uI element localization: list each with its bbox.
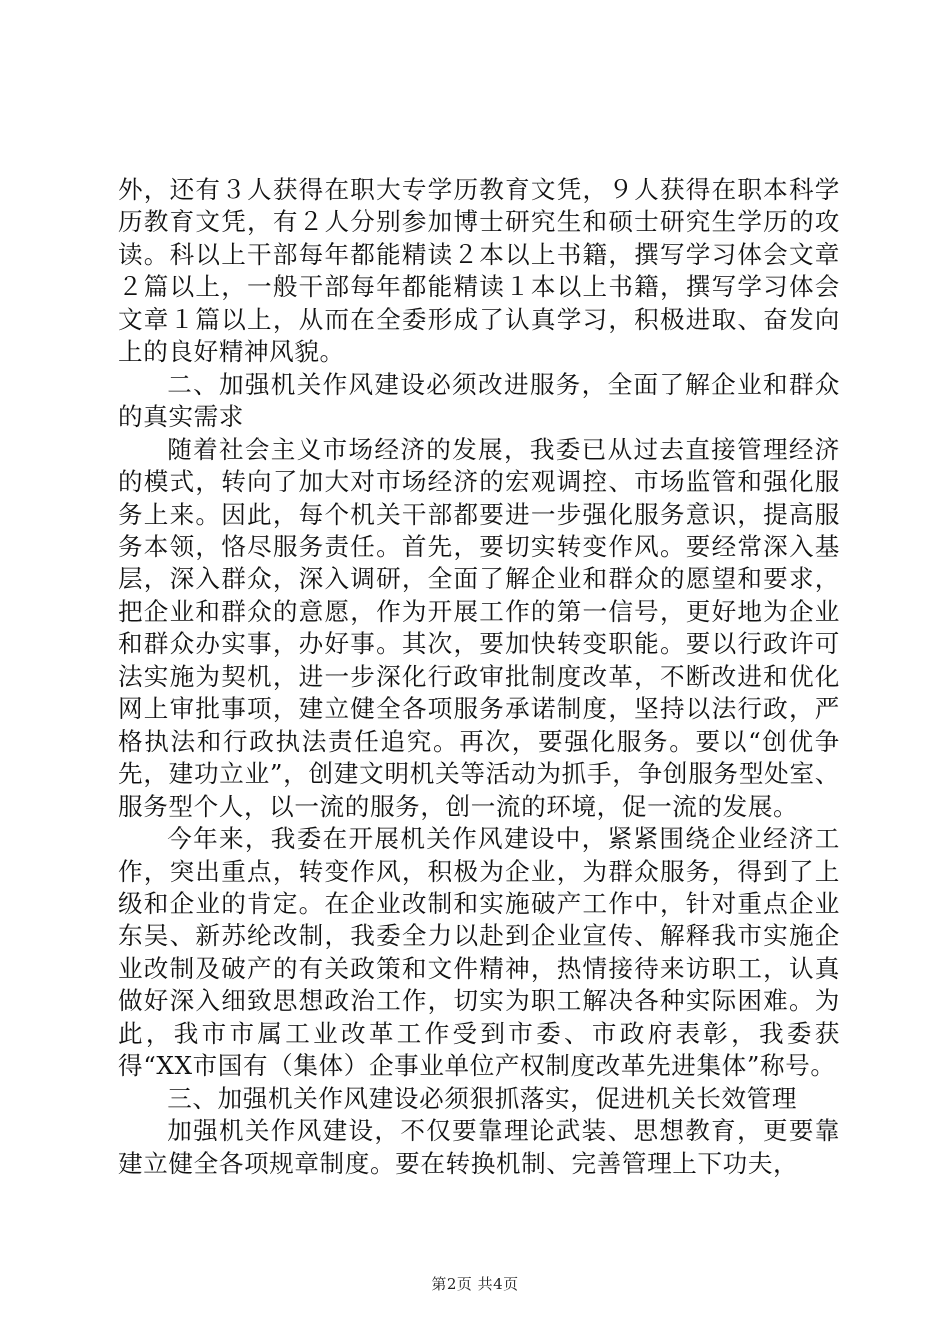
paragraph-service: 随着社会主义市场经济的发展，我委已从过去直接管理经济的模式，转向了加大对市场经济的宏观调控、市场监管和强化服务上来。因此，每个机关干部都要进一步强化服务意识，提高服务本领，恪尽服务责任。首先，要切实转变作风。要经常深入基层，深入群众，深入调研，全面了解企业和群众的愿望和要求，把企业和群众的意愿，作为开展工作的第一信号，更好地为企业和群众办实事，办好事。其次，要加快转变职能。要以行政许可法实施为契机，进一步深化行政审批制度改革，不断改进和优化网上审批事项，建立健全各项服务承诺制度，坚持以法行政，严格执法和行政执法责任追究。再次，要强化服务。要以“创优争先，建功立业”，创建文明机关等活动为抓手，争创服务型处室、服务型个人，以一流的服务，创一流的环境，促一流的发展。 — [118, 434, 840, 821]
section-heading-3: 三、加强机关作风建设必须狠抓落实，促进机关长效管理 — [167, 1083, 798, 1113]
paragraph-regulations: 加强机关作风建设，不仅要靠理论武装、思想教育，更要靠建立健全各项规章制度。要在转换机制、完善管理上下功夫， — [118, 1116, 840, 1178]
document-body — [118, 174, 840, 1180]
page-number-footer: 第2页 共4页 — [431, 1275, 519, 1293]
paragraph-continuation: 外，还有３人获得在职大专学历教育文凭，９人获得在职本科学历教育文凭，有２人分别参加博士研究生和硕士研究生学历的攻读。科以上干部每年都能精读２本以上书籍，撰写学习体会文章２篇以上，一般干部每年都能精读１本以上书籍，撰写学习体会文章１篇以上，从而在全委形成了认真学习，积极进取、奋发向上的良好精神风貌。 — [118, 175, 840, 367]
paragraph-achievements: 今年来，我委在开展机关作风建设中，紧紧围绕企业经济工作，突出重点，转变作风，积极为企业，为群众服务，得到了上级和企业的肯定。在企业改制和实施破产工作中，针对重点企业东吴、新苏纶改制，我委全力以赴到企业宣传、解释我市实施企业改制及破产的有关政策和文件精神，热情接待来访职工，认真做好深入细致思想政治工作，切实为职工解决各种实际困难。为此，我市市属工业改革工作受到市委、市政府表彰，我委获得“XX市国有（集体）企事业单位产权制度改革先进集体”称号。 — [118, 824, 840, 1081]
section-heading-2: 二、加强机关作风建设必须改进服务，全面了解企业和群众的真实需求 — [118, 369, 840, 432]
